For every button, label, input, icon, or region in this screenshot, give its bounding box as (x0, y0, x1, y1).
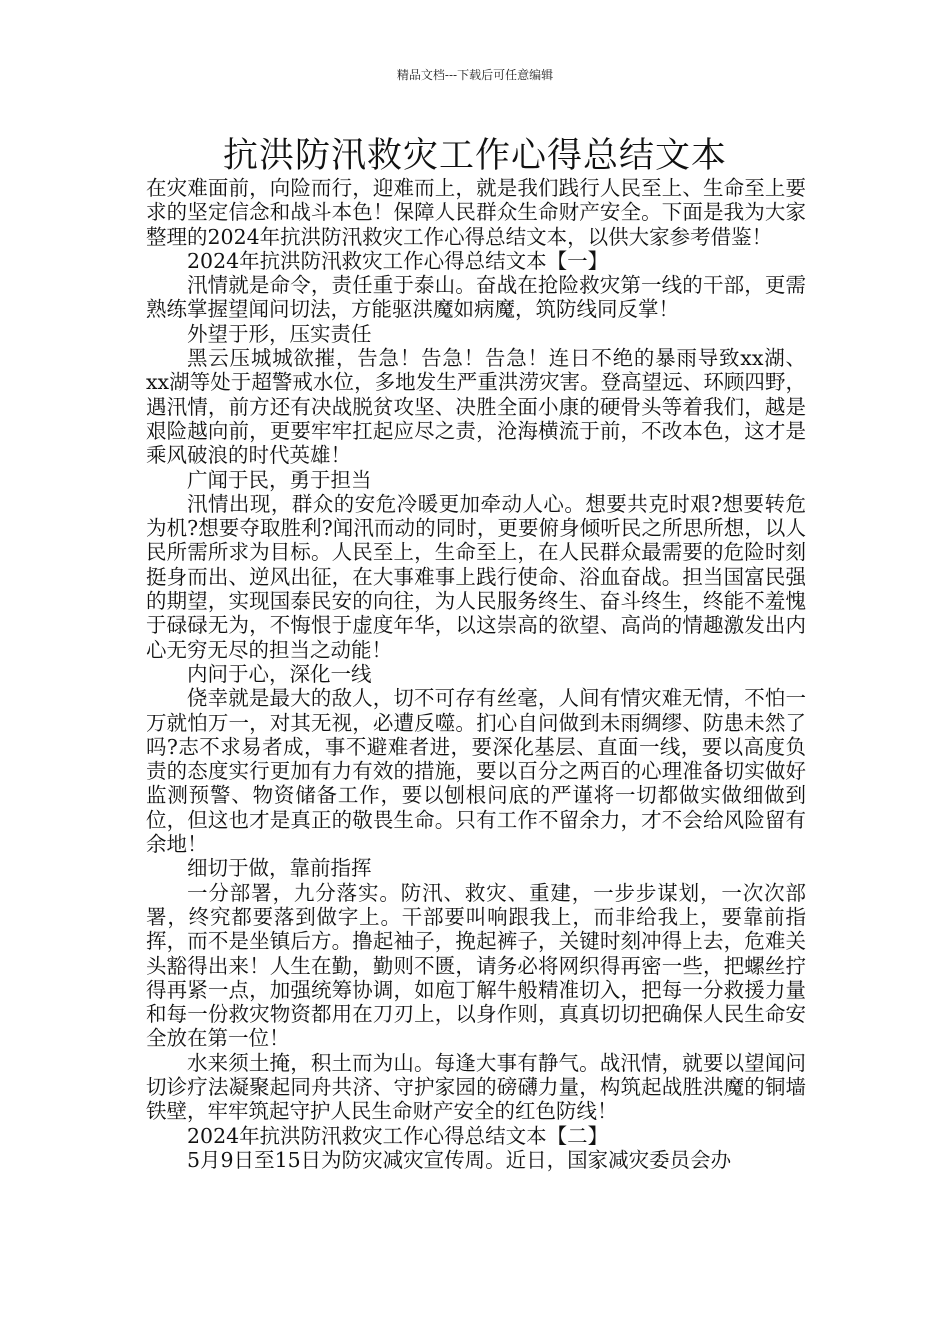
section-heading-1: 2024年抗洪防汛救灾工作心得总结文本【一】 (187, 248, 609, 273)
subheading: 细切于做，靠前指挥 (187, 856, 372, 881)
subheading: 内问于心，深化一线 (187, 661, 372, 686)
paragraph: 黑云压城城欲摧，告急！告急！告急！连日不绝的暴雨导致xx湖、xx湖等处于超警戒水位，多地发生严重洪涝灾害。登高望远、环顾四野，遇汛情，前方还有决战脱贫攻坚、决胜全面小康的硬骨头等着我们，越是艰险越向前，更要牢牢扛起应尽之责，沧海横流于前，不改本色，这才是乘风破浪的时代英雄！ (146, 346, 806, 468)
paragraph: 汛情出现，群众的安危冷暖更加牵动人心。想要共克时艰?想要转危为机?想要夺取胜利?闻汛而动的同时，更要俯身倾听民之所思所想，以人民所需所求为目标。人民至上，生命至上，在人民群众最需要的危险时刻挺身而出、逆风出征，在大事难事上践行使命、浴血奋战。担当国富民强的期望，实现国泰民安的向往，为人民服务终生、奋斗终生，终能不羞愧于碌碌无为，不悔恨于虚度年华，以这崇高的欲望、高尚的情趣激发出内心无穷无尽的担当之动能！ (146, 491, 806, 662)
paragraph: 侥幸就是最大的敌人，切不可存有丝毫，人间有情灾难无情，不怕一万就怕万一，对其无视，必遭反噬。扪心自问做到未雨绸缪、防患未然了吗?志不求易者成，事不避难者进，要深化基层、直面一线，要以高度负责的态度实行更加有力有效的措施，要以百分之两百的心理准备切实做好监测预警、物资储备工作，要以刨根问底的严谨将一切都做实做细做到位，但这也才是真正的敬畏生命。只有工作不留余力，才不会给风险留有余地！ (146, 686, 806, 857)
paragraph: 水来须土掩，积土而为山。每逢大事有静气。战汛情，就要以望闻问切诊疗法凝聚起同舟共济、守护家园的磅礴力量，构筑起战胜洪魔的铜墙铁壁，牢牢筑起守护人民生命财产安全的红色防线！ (146, 1050, 806, 1124)
paragraph: 5月9日至15日为防灾减灾宣传周。近日，国家减灾委员会办 (187, 1147, 732, 1172)
page-header: 精品文档---下载后可任意编辑 (396, 68, 554, 82)
paragraph-intro: 在灾难面前，向险而行，迎难而上，就是我们践行人民至上、生命至上要求的坚定信念和战斗本色！保障人民群众生命财产安全。下面是我为大家整理的2024年抗洪防汛救灾工作心得总结文本，以供大家参考借鉴！ (146, 176, 806, 249)
document-body (146, 176, 806, 1172)
subheading: 广闻于民，勇于担当 (187, 467, 372, 492)
document-title: 抗洪防汛救灾工作心得总结文本 (222, 136, 727, 176)
section-heading-2: 2024年抗洪防汛救灾工作心得总结文本【二】 (187, 1123, 609, 1148)
paragraph: 一分部署，九分落实。防汛、救灾、重建，一步步谋划，一次次部署，终究都要落到做字上。干部要叫响跟我上，而非给我上，要靠前指挥，而不是坐镇后方。撸起袖子，挽起裤子，关键时刻冲得上去，危难关头豁得出来！人生在勤，勤则不匮，请务必将网织得再密一些，把螺丝拧得再紧一点，加强统筹协调，如庖丁解牛般精准切入，把每一分救援力量和每一份救灾物资都用在刀刃上，以身作则，真真切切把确保人民生命安全放在第一位！ (146, 880, 806, 1051)
paragraph: 汛情就是命令，责任重于泰山。奋战在抢险救灾第一线的干部，更需熟练掌握望闻问切法，方能驱洪魔如病魔，筑防线同反掌！ (146, 273, 806, 322)
subheading: 外望于形，压实责任 (187, 321, 372, 346)
